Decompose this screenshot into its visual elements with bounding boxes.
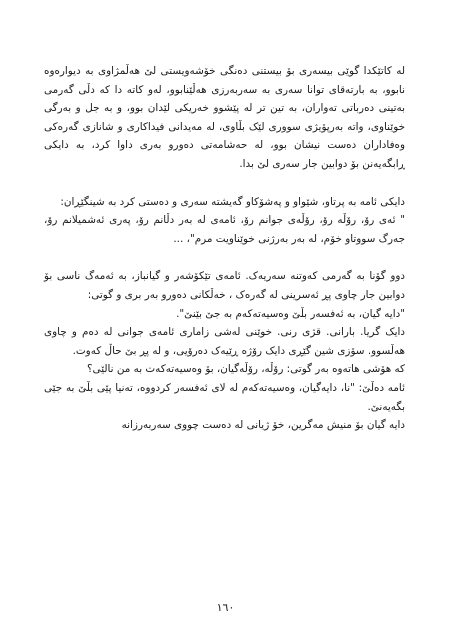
paragraph-1: لە کاتێکدا گوێی بیسەری بۆ بیستنی دەنگی خۆشەویستی لێ هەڵمژاوی بە دیوارەوە نابوو، بە بارتەقای توانا سەری بە سەربەرزی هەڵێنابوو، لەو کاتە دا کە دڵی گەرمی بەتینی دەرباتی تەواران، بە تین تر لە پێشوو خەریکی لێدان بوو، و بە جل و بەرگی خوێناوی، واتە بەرپۆیژی سووری لێک بڵاوی، لە مەیدانی فیداکاری و شانازی گەرەکی وەفاداران دەست نیشان بوو، لە حەشامەتی دەورو بەری داوا کرد، بە دایکی ڕابگەیەنن بۆ دوابین جار سەری لێ بدا. — [44, 65, 405, 170]
paragraph-2: دایکی ئامە بە پرتاو، شێواو و پەشۆکاو گەیشتە سەری و دەستی کرد بە شینگێڕان: — [60, 195, 405, 208]
paragraph-gap — [44, 248, 405, 267]
paragraph-7: کە هۆشی هاتەوە بەر گوتی: رۆڵە، رۆڵەگیان، بۆ وەسیەتەکەت بە من نالێی؟ — [87, 363, 405, 376]
paragraph-5: "دایە گیان، بە ئەفسەر بڵێ وەسیەتەکەم بە جێ بێنێ". — [176, 307, 405, 320]
paragraph-gap — [44, 174, 405, 193]
paragraph-3: " ئەی رۆ، رۆڵە رۆ، رۆڵەی جوانم رۆ، ئامەی لە بەر دڵانم رۆ، پەری ئەشمیلانم رۆ، جەرگ سووتاو خۆم، لە بەر بەرژنی خوێناویت مرم"، ... — [44, 214, 405, 245]
page-number: ١٦٠ — [216, 601, 235, 614]
paragraph-8: ئامە دەڵێ: "نا، دایەگیان، وەسیەتەکەم لە لای ئەفسەر کردووە، تەنیا پێی بڵێ بە جێی بگەیەنێ. — [44, 381, 405, 413]
paragraph-9: دایە گیان بۆ منیش مەگرین، خۆ ژیانی لە دەست چووی سەربەرزانە — [121, 419, 405, 432]
paragraph-6: دایک گریا. بارانی. قژی رنی. خوێنی لەشی زاماری ئامەی جوانی لە دەم و چاوی هەڵسوو. سۆزی شین گێڕی دایک رۆژە ڕێیەک دەرۆیی، و لە پڕ بێ حاڵ کەوت. — [44, 326, 405, 357]
paragraph-4: دوو گۆنا بە گەرمی کەوتنە سەریەک. ئامەی تێکۆشەر و گیانباز، بە ئەمەگ ناسی بۆ دوابین جار چاوی پڕ ئەسرینی لە گەرەک ، خەڵکانی دەورو بەر بری و گوتی: — [44, 270, 405, 301]
